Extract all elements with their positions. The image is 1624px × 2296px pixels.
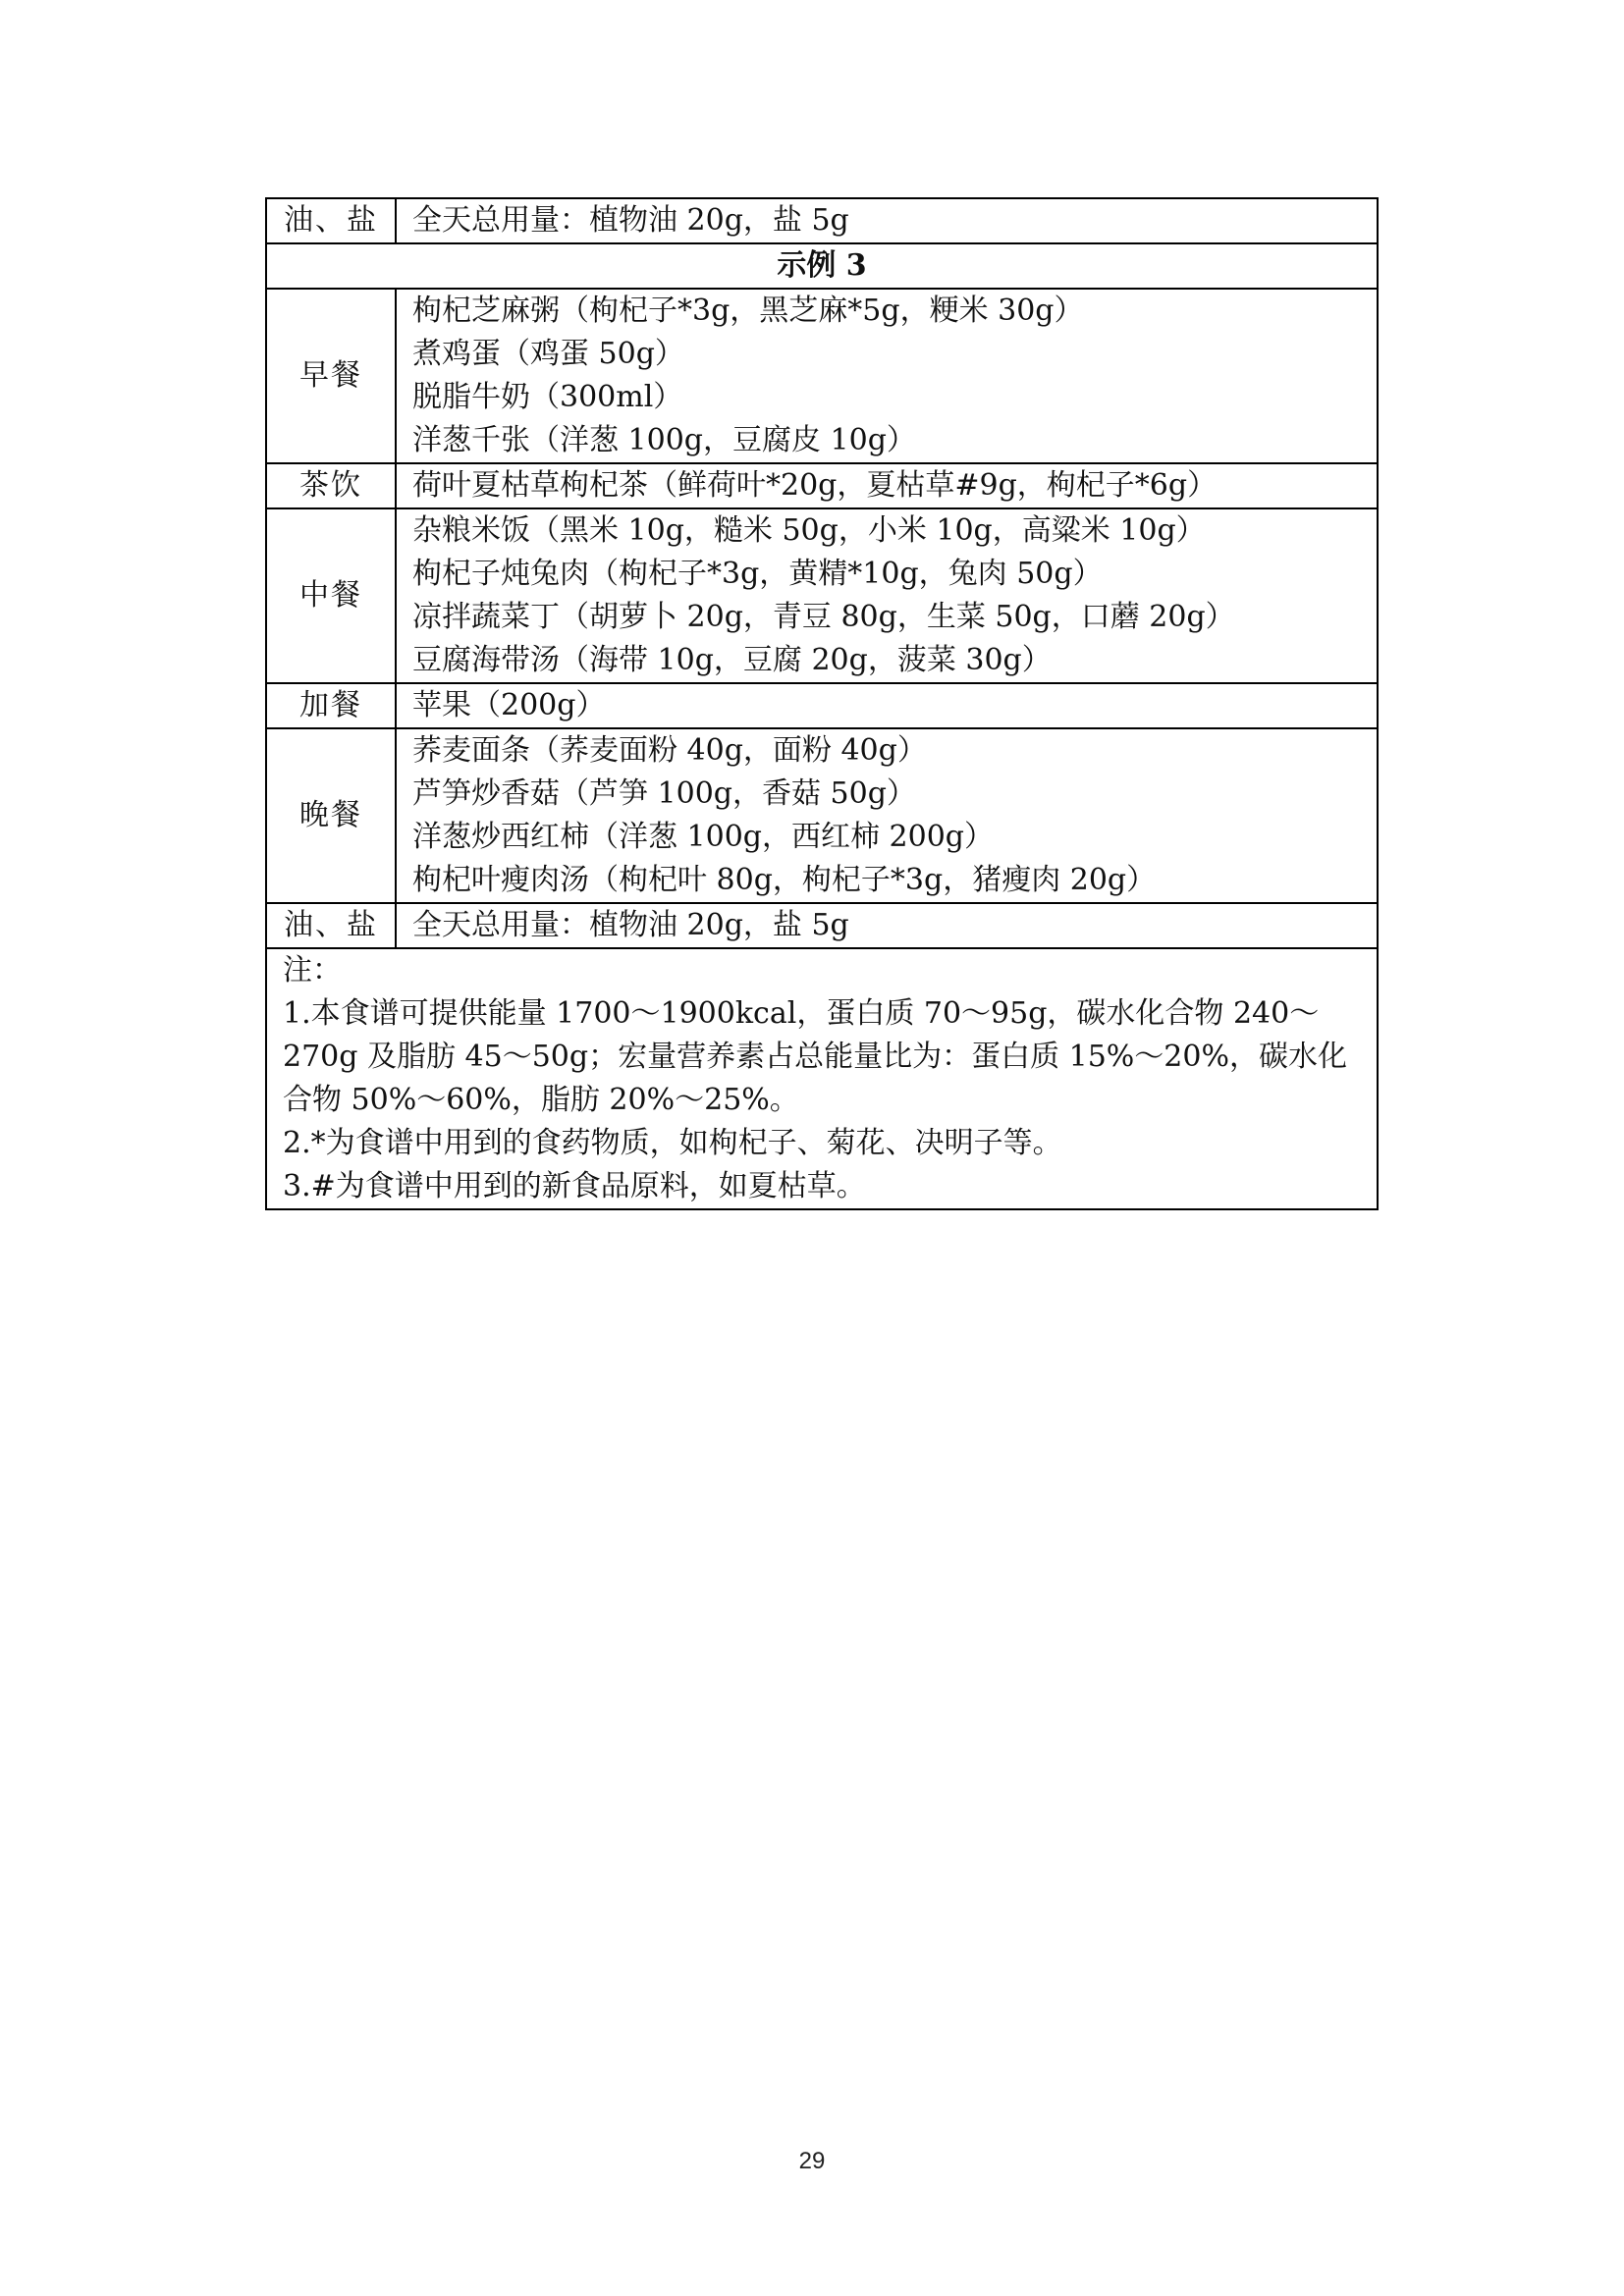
table-row	[266, 683, 1378, 728]
meal-item: 杂粮米饭（黑米 10g，糙米 50g，小米 10g，高粱米 10g）	[412, 513, 1206, 548]
meal-item: 豆腐海带汤（海带 10g，豆腐 20g，菠菜 30g）	[412, 643, 1052, 677]
meal-name: 茶饮	[266, 463, 396, 508]
meal-item: 枸杞子炖兔肉（枸杞子*3g，黄精*10g，兔肉 50g）	[412, 557, 1103, 591]
table-row	[266, 903, 1378, 948]
meal-items	[396, 289, 1378, 463]
note-item: 2.*为食谱中用到的食药物质，如枸杞子、菊花、决明子等。	[283, 1126, 1062, 1160]
meal-items	[396, 683, 1378, 728]
table-row	[266, 198, 1378, 243]
notes-cell	[266, 948, 1378, 1209]
section-title: 示例 3	[266, 243, 1378, 289]
section-header-row	[266, 243, 1378, 289]
meal-item: 枸杞叶瘦肉汤（枸杞叶 80g，枸杞子*3g，猪瘦肉 20g）	[412, 863, 1157, 897]
meal-items	[396, 198, 1378, 243]
note-item: 1.本食谱可提供能量 1700～1900kcal，蛋白质 70～95g，碳水化合物 240～270g 及脂肪 45～50g；宏量营养素占总能量比为：蛋白质 15%～20%，碳水化合物 50%～60%，脂肪 20%～25%。	[283, 996, 1347, 1117]
table-row	[266, 463, 1378, 508]
meal-item: 全天总用量：植物油 20g，盐 5g	[412, 908, 849, 942]
meal-name: 早餐	[266, 289, 396, 463]
meal-item: 枸杞芝麻粥（枸杞子*3g，黑芝麻*5g，粳米 30g）	[412, 294, 1084, 328]
meal-item: 荷叶夏枯草枸杞茶（鲜荷叶*20g，夏枯草#9g，枸杞子*6g）	[412, 468, 1218, 503]
meal-item: 荞麦面条（荞麦面粉 40g，面粉 40g）	[412, 733, 927, 768]
meal-item: 凉拌蔬菜丁（胡萝卜 20g，青豆 80g，生菜 50g，口蘑 20g）	[412, 600, 1235, 634]
meal-item: 洋葱千张（洋葱 100g，豆腐皮 10g）	[412, 423, 916, 457]
meal-item: 洋葱炒西红柿（洋葱 100g，西红柿 200g）	[412, 820, 995, 854]
meal-item: 苹果（200g）	[412, 688, 606, 722]
note-item: 3.#为食谱中用到的新食品原料，如夏枯草。	[283, 1169, 866, 1203]
page-number: 29	[798, 2148, 826, 2174]
meal-plan-table	[265, 197, 1379, 1210]
notes-heading: 注：	[283, 953, 342, 988]
table-row	[266, 508, 1378, 683]
meal-items	[396, 508, 1378, 683]
meal-item: 全天总用量：植物油 20g，盐 5g	[412, 203, 849, 238]
meal-items	[396, 463, 1378, 508]
meal-item: 脱脂牛奶（300ml）	[412, 380, 683, 414]
meal-name: 晚餐	[266, 728, 396, 903]
table-row	[266, 289, 1378, 463]
meal-name: 中餐	[266, 508, 396, 683]
table-row	[266, 728, 1378, 903]
meal-name: 油、盐	[266, 198, 396, 243]
notes-row	[266, 948, 1378, 1209]
meal-name: 油、盐	[266, 903, 396, 948]
meal-item: 芦笋炒香菇（芦笋 100g，香菇 50g）	[412, 776, 916, 811]
meal-item: 煮鸡蛋（鸡蛋 50g）	[412, 337, 684, 371]
meal-name: 加餐	[266, 683, 396, 728]
meal-items	[396, 728, 1378, 903]
meal-items	[396, 903, 1378, 948]
